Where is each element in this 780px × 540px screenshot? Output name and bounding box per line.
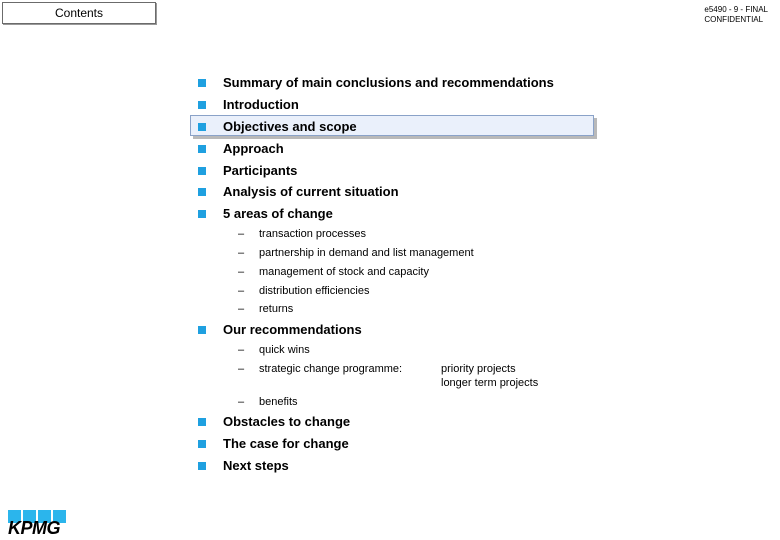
- square-bullet-icon: [198, 440, 206, 448]
- toc-subitem-label: returns: [259, 303, 294, 315]
- toc-subitem-label: transaction processes: [259, 228, 366, 240]
- toc-item-label: 5 areas of change: [223, 206, 333, 221]
- toc-item-label: Objectives and scope: [223, 119, 357, 134]
- reference-code: e5490 - 9 - FINAL: [704, 5, 768, 14]
- toc-item-label: Participants: [223, 163, 298, 178]
- square-bullet-icon: [198, 79, 206, 87]
- dash-bullet: –: [238, 303, 245, 315]
- square-bullet-icon: [198, 188, 206, 196]
- square-bullet-icon: [198, 145, 206, 153]
- dash-bullet: –: [238, 228, 245, 240]
- square-bullet-icon: [198, 210, 206, 218]
- dash-bullet: –: [238, 344, 245, 356]
- kpmg-logo: [8, 510, 66, 536]
- priority-projects-label: priority projects: [441, 363, 516, 375]
- toc-item-label: The case for change: [223, 436, 349, 451]
- dash-bullet: –: [238, 285, 245, 297]
- dash-bullet: –: [238, 396, 245, 408]
- logo-wordmark: KPMG: [8, 518, 60, 538]
- toc-item-label: Next steps: [223, 458, 289, 473]
- toc-item-label: Summary of main conclusions and recommendations: [223, 75, 554, 90]
- toc-subitem-label: management of stock and capacity: [259, 266, 429, 278]
- toc-subitem-label: distribution efficiencies: [259, 285, 370, 297]
- square-bullet-icon: [198, 326, 206, 334]
- toc-item-label: Analysis of current situation: [223, 184, 399, 199]
- longer-term-projects-label: longer term projects: [441, 377, 539, 389]
- toc-item-label: Introduction: [223, 97, 299, 112]
- toc-subitem-label: quick wins: [259, 344, 310, 356]
- toc-subitem-label: benefits: [259, 396, 298, 408]
- square-bullet-icon: [198, 167, 206, 175]
- dash-bullet: –: [238, 266, 245, 278]
- square-bullet-icon: [198, 123, 206, 131]
- toc-item-label: Approach: [223, 141, 284, 156]
- toc-subitem-label: strategic change programme:: [259, 363, 403, 375]
- dash-bullet: –: [238, 363, 245, 375]
- square-bullet-icon: [198, 418, 206, 426]
- toc-subitem-label: partnership in demand and list management: [259, 247, 474, 259]
- toc-item-label: Our recommendations: [223, 322, 362, 337]
- square-bullet-icon: [198, 462, 206, 470]
- dash-bullet: –: [238, 247, 245, 259]
- contents-title: Contents: [2, 2, 156, 24]
- confidential-label: CONFIDENTIAL: [704, 15, 764, 24]
- toc-item-label: Obstacles to change: [223, 414, 351, 429]
- square-bullet-icon: [198, 101, 206, 109]
- document-reference: [704, 5, 768, 25]
